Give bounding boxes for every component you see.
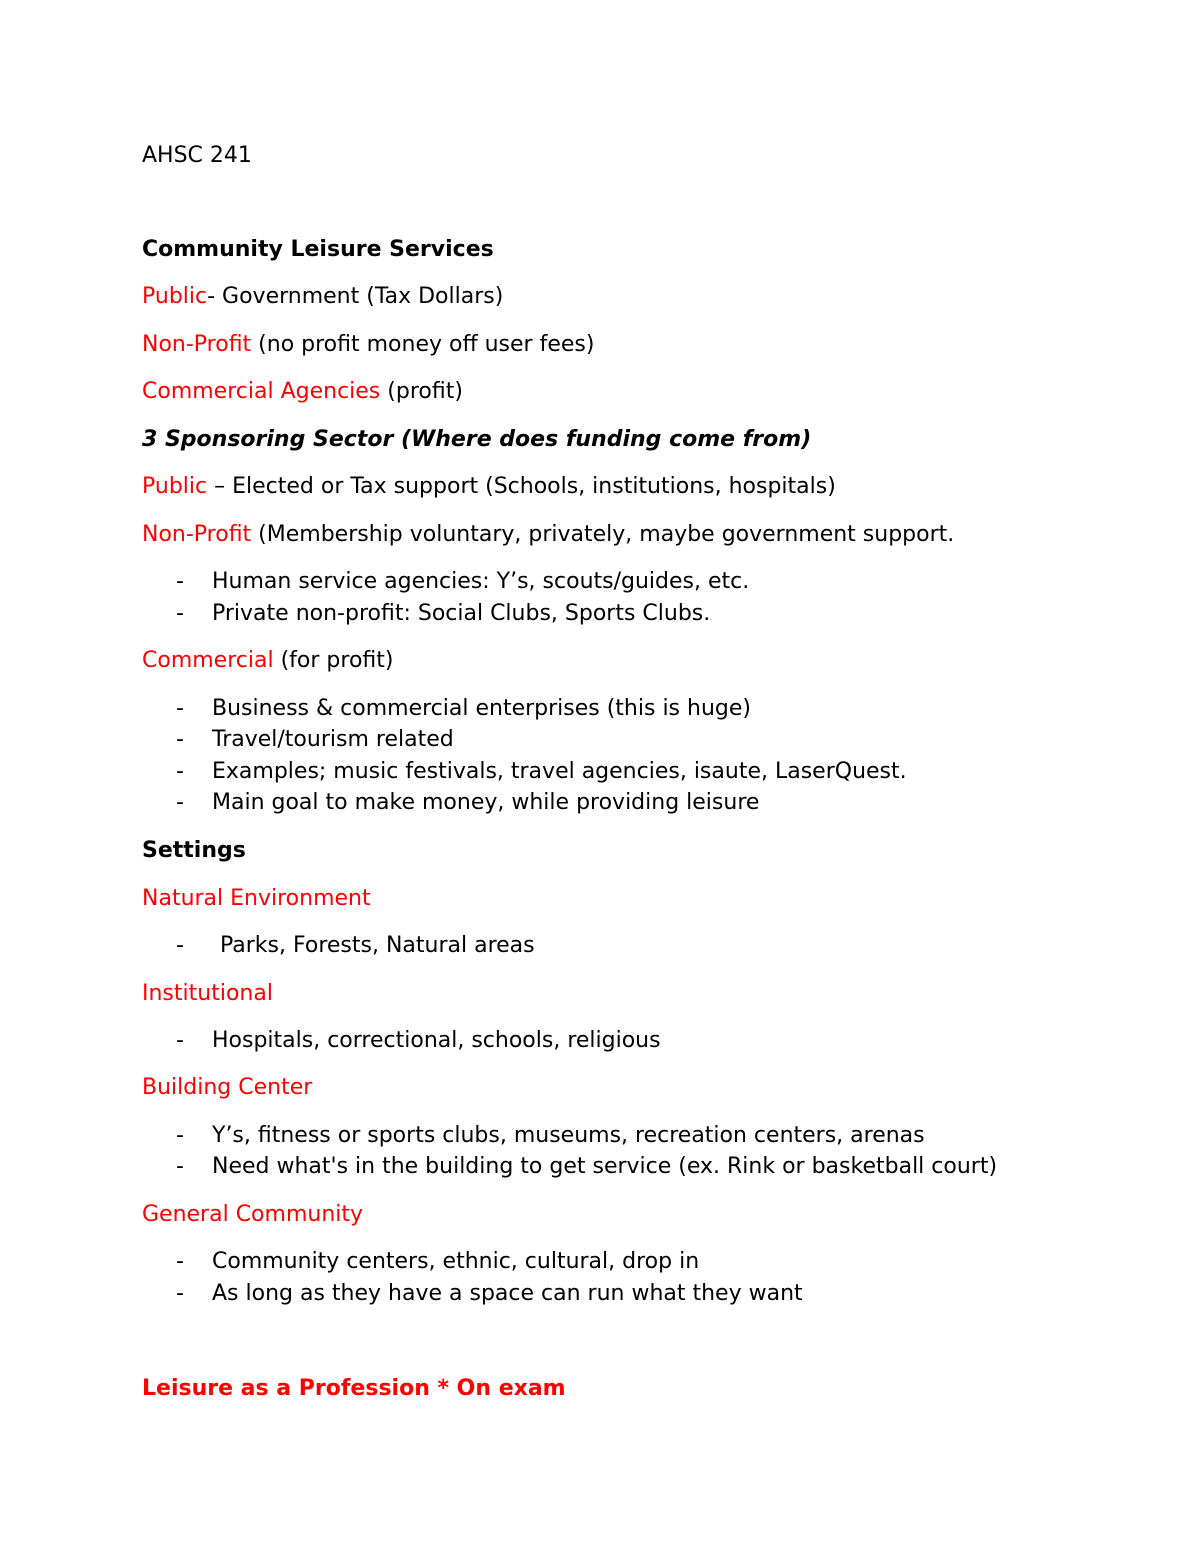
list-item-text: Hospitals, correctional, schools, religious xyxy=(212,1028,661,1053)
community-heading: Community Leisure Services xyxy=(142,237,494,262)
type-commercial-label: Commercial Agencies xyxy=(142,379,381,404)
sector-commercial xyxy=(142,647,393,675)
type-nonprofit-text: (no profit money off user fees) xyxy=(251,332,595,357)
bullet-dash: - xyxy=(176,696,184,721)
type-nonprofit xyxy=(142,331,594,359)
sector-commercial-text: (for profit) xyxy=(273,648,394,673)
sector-public xyxy=(142,473,836,501)
type-public-text: - Government (Tax Dollars) xyxy=(207,284,504,309)
bullet-dash: - xyxy=(176,933,184,958)
setting-institutional-label: Institutional xyxy=(142,981,273,1006)
settings-heading: Settings xyxy=(142,838,246,863)
list-item-text: Human service agencies: Y’s, scouts/guides, etc. xyxy=(212,569,750,594)
list-item-text: Travel/tourism related xyxy=(212,727,454,752)
type-commercial-text: (profit) xyxy=(380,379,463,404)
bullet-dash: - xyxy=(176,569,184,594)
list-item-text: Parks, Forests, Natural areas xyxy=(220,933,535,958)
list-item-text: Need what's in the building to get service (ex. Rink or basketball court) xyxy=(212,1154,998,1179)
bullet-dash: - xyxy=(176,1154,184,1179)
sector-commercial-label: Commercial xyxy=(142,648,274,673)
list-item-text: Y’s, fitness or sports clubs, museums, recreation centers, arenas xyxy=(212,1123,925,1148)
course-code: AHSC 241 xyxy=(142,143,252,168)
type-public xyxy=(142,283,503,311)
bullet-dash: - xyxy=(176,1028,184,1053)
bullet-dash: - xyxy=(176,727,184,752)
setting-building-label: Building Center xyxy=(142,1075,313,1100)
sector-nonprofit xyxy=(142,521,954,549)
profession-heading: Leisure as a Profession * On exam xyxy=(142,1376,566,1401)
setting-general-label: General Community xyxy=(142,1202,364,1227)
sector-nonprofit-label: Non-Profit xyxy=(142,522,252,547)
sector-public-label: Public xyxy=(142,474,208,499)
bullet-dash: - xyxy=(176,1123,184,1148)
bullet-dash: - xyxy=(176,790,184,815)
sponsoring-heading: 3 Sponsoring Sector (Where does funding come from) xyxy=(142,427,812,452)
setting-natural-label: Natural Environment xyxy=(142,886,371,911)
bullet-dash: - xyxy=(176,1281,184,1306)
bullet-dash: - xyxy=(176,1249,184,1274)
list-item-text: Private non-profit: Social Clubs, Sports Clubs. xyxy=(212,601,711,626)
bullet-dash: - xyxy=(176,759,184,784)
type-nonprofit-label: Non-Profit xyxy=(142,332,252,357)
list-item-text: Examples; music festivals, travel agencies, isaute, LaserQuest. xyxy=(212,759,907,784)
list-item-text: Business & commercial enterprises (this is huge) xyxy=(212,696,751,721)
sector-nonprofit-text: (Membership voluntary, privately, maybe government support. xyxy=(251,522,955,547)
list-item-text: Main goal to make money, while providing leisure xyxy=(212,790,760,815)
type-commercial xyxy=(142,378,463,406)
list-item-text: Community centers, ethnic, cultural, drop in xyxy=(212,1249,700,1274)
sector-public-text: – Elected or Tax support (Schools, institutions, hospitals) xyxy=(207,474,836,499)
list-item-text: As long as they have a space can run what they want xyxy=(212,1281,803,1306)
bullet-dash: - xyxy=(176,601,184,626)
type-public-label: Public xyxy=(142,284,208,309)
